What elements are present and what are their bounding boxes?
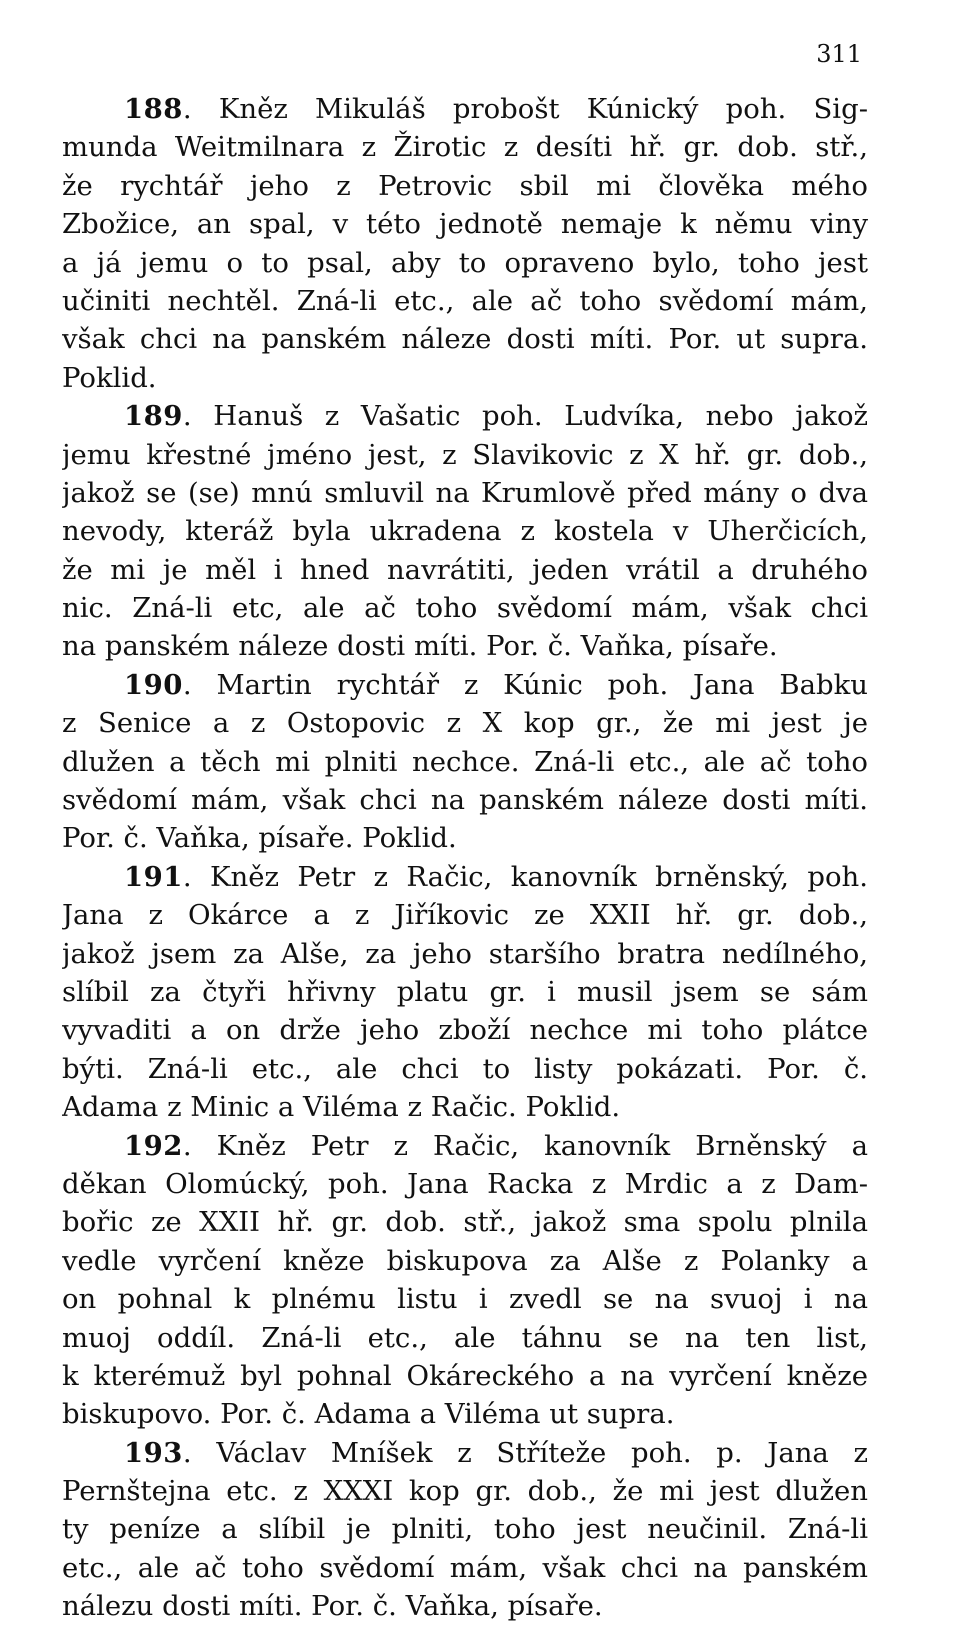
entry-line: nic. Zná-li etc, ale ač toho svědomí mám, však chci <box>62 592 868 625</box>
entry-line: na panském náleze dosti míti. Por. č. Vaňka, písaře. <box>62 630 778 663</box>
entry-line: jakož jsem za Alše, za jeho staršího bratra nedílného, <box>62 937 868 970</box>
entry-line: biskupovo. Por. č. Adama a Viléma ut supra. <box>62 1398 675 1431</box>
entry-number: 193 <box>124 1436 183 1469</box>
entry-line: nevody, kteráž byla ukradena z kostela v Uherčicích, <box>62 515 868 548</box>
entry-line-text: . Kněz Petr z Račic, kanovník Brněnský a <box>182 1129 868 1162</box>
entry-number: 188 <box>124 93 183 125</box>
entry-line: děkan Olomúcký, poh. Jana Racka z Mrdic a z Dam- <box>62 1167 868 1200</box>
entry-line: vedle vyrčení kněze biskupova za Alše z Polanky a <box>62 1244 868 1277</box>
entry-line: etc., ale ač toho svědomí mám, však chci na panském <box>62 1551 868 1584</box>
entry-line: vyvaditi a on drže jeho zboží nechce mi toho plátce <box>62 1014 868 1047</box>
page-number: 311 <box>816 40 862 68</box>
entry-line: učiniti nechtěl. Zná-li etc., ale ač toho svědomí mám, <box>62 284 868 317</box>
entry-191 <box>62 858 868 1127</box>
entry-line: však chci na panském náleze dosti míti. Por. ut supra. <box>62 323 868 356</box>
entry-number: 191 <box>124 860 183 893</box>
entry-line: dlužen a těch mi plniti nechce. Zná-li etc., ale ač toho <box>62 745 868 778</box>
entry-line: Zbožice, an spal, v této jednotě nemaje k němu viny <box>62 208 868 241</box>
entry-line: Poklid. <box>62 361 157 394</box>
entry-line-text: . Martin rychtář z Kúnic poh. Jana Babku <box>182 668 868 701</box>
entry-189 <box>62 397 868 666</box>
entry-line: slíbil za čtyři hřivny platu gr. i musil jsem se sám <box>62 975 868 1008</box>
entry-line <box>62 666 868 704</box>
entry-number: 190 <box>124 668 183 701</box>
entry-line: jakož se (se) mnú smluvil na Krumlově před mány o dva <box>62 476 868 509</box>
entry-line-text: . Václav Mníšek z Stříteže poh. p. Jana z <box>182 1436 868 1469</box>
entry-line: Pernštejna etc. z XXXI kop gr. dob., že mi jest dlužen <box>62 1475 868 1508</box>
entry-line-text: . Hanuš z Vašatic poh. Ludvíka, nebo jakož <box>182 400 868 433</box>
entry-190 <box>62 666 868 858</box>
entry-line: býti. Zná-li etc., ale chci to listy pokázati. Por. č. <box>62 1052 868 1085</box>
entry-number: 189 <box>124 400 183 433</box>
entry-line: ty peníze a slíbil je plniti, toho jest neučinil. Zná-li <box>62 1513 868 1546</box>
entry-line: Por. č. Vaňka, písaře. Poklid. <box>62 822 457 855</box>
entry-line: muoj oddíl. Zná-li etc., ale táhnu se na ten list, <box>62 1321 868 1354</box>
entry-line: nálezu dosti míti. Por. č. Vaňka, písaře. <box>62 1590 603 1623</box>
entry-line: že mi je měl i hned navrátiti, jeden vrátil a druhého <box>62 553 868 586</box>
entry-line: že rychtář jeho z Petrovic sbil mi člověka mého <box>62 169 868 202</box>
entry-line: munda Weitmilnara z Žirotic z desíti hř. gr. dob. stř., <box>62 131 868 164</box>
entry-line: Adama z Minic a Viléma z Račic. Poklid. <box>62 1091 621 1124</box>
entry-line <box>62 858 868 896</box>
entries-text <box>62 90 868 1626</box>
entry-line: jemu křestné jméno jest, z Slavikovic z X hř. gr. dob., <box>62 438 868 471</box>
entry-line: bořic ze XXII hř. gr. dob. stř., jakož sma spolu plnila <box>62 1206 868 1239</box>
entry-line: svědomí mám, však chci na panském náleze dosti míti. <box>62 784 868 817</box>
entry-line <box>62 90 868 128</box>
entry-line: a já jemu o to psal, aby to opraveno bylo, toho jest <box>62 246 868 279</box>
entry-line: Jana z Okárce a z Jiříkovic ze XXII hř. gr. dob., <box>62 899 868 932</box>
entry-number: 192 <box>124 1129 183 1162</box>
entry-line-text: . Kněz Petr z Račic, kanovník brněnský, poh. <box>182 860 868 893</box>
entry-line: z Senice a z Ostopovic z X kop gr., že mi jest je <box>62 707 868 740</box>
entry-line <box>62 1434 868 1472</box>
entry-line: on pohnal k plnému listu i zvedl se na svuoj i na <box>62 1283 868 1316</box>
entry-line: k kterémuž byl pohnal Okáreckého a na vyrčení kněze <box>62 1359 868 1392</box>
entry-193 <box>62 1434 868 1626</box>
entry-line-text: . Kněz Mikuláš probošt Kúnický poh. Sig- <box>182 93 868 125</box>
entry-line <box>62 1127 868 1165</box>
entry-192 <box>62 1127 868 1434</box>
entry-line <box>62 397 868 435</box>
entry-188 <box>62 90 868 397</box>
